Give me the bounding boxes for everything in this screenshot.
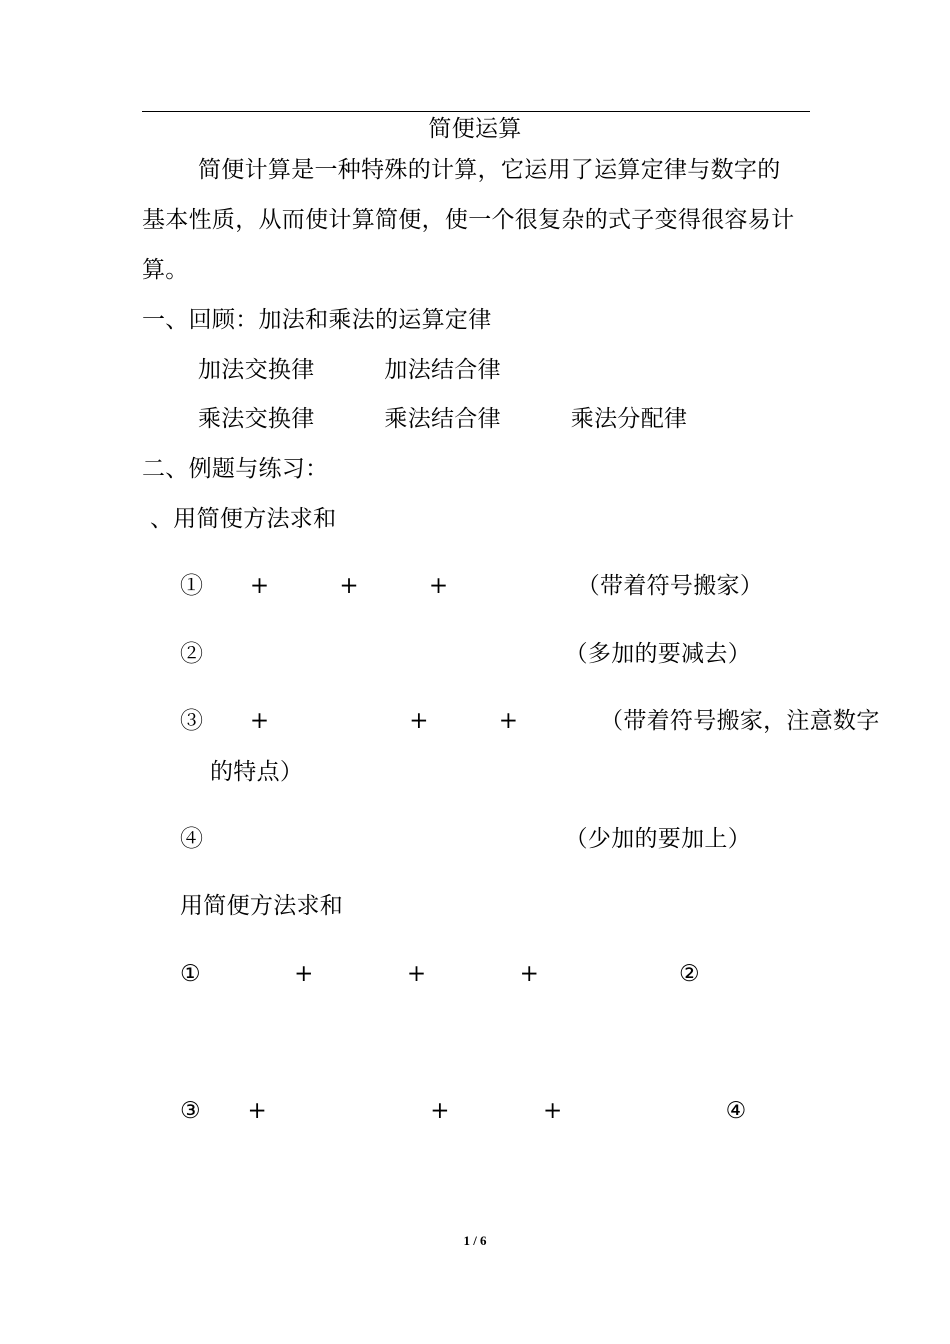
example-2: ② （多加的要减去） bbox=[180, 641, 751, 667]
intro-line-2: 基本性质，从而使计算简便，使一个很复杂的式子变得很容易计 bbox=[142, 207, 795, 233]
page-number: 1 / 6 bbox=[463, 1233, 487, 1248]
section1-heading: 一、回顾：加法和乘法的运算定律 bbox=[142, 307, 492, 333]
example-1: ① + + + （带着符号搬家） bbox=[180, 573, 764, 599]
practice-row-2: ③ + + + ④ bbox=[180, 1098, 747, 1124]
intro-line-3: 算。 bbox=[142, 257, 189, 283]
practice-heading: 用简便方法求和 bbox=[180, 893, 344, 919]
practice-row-1: ① + + + ② bbox=[180, 961, 700, 987]
intro-line-1: 简便计算是一种特殊的计算，它运用了运算定律与数字的 bbox=[198, 157, 781, 183]
section1-row2: 乘法交换律 乘法结合律 乘法分配律 bbox=[198, 406, 688, 432]
example-3-continued: 的特点） bbox=[210, 759, 304, 785]
example-4: ④ （少加的要加上） bbox=[180, 826, 751, 852]
section2-sub1-heading: 、用简便方法求和 bbox=[150, 506, 337, 532]
example-3: ③ + + + （带着符号搬家，注意数字 bbox=[180, 708, 880, 734]
section1-row1: 加法交换律 加法结合律 bbox=[198, 357, 501, 383]
page-title: 简便运算 bbox=[428, 116, 522, 142]
section2-heading: 二、例题与练习： bbox=[142, 456, 329, 482]
header-rule bbox=[142, 111, 810, 112]
